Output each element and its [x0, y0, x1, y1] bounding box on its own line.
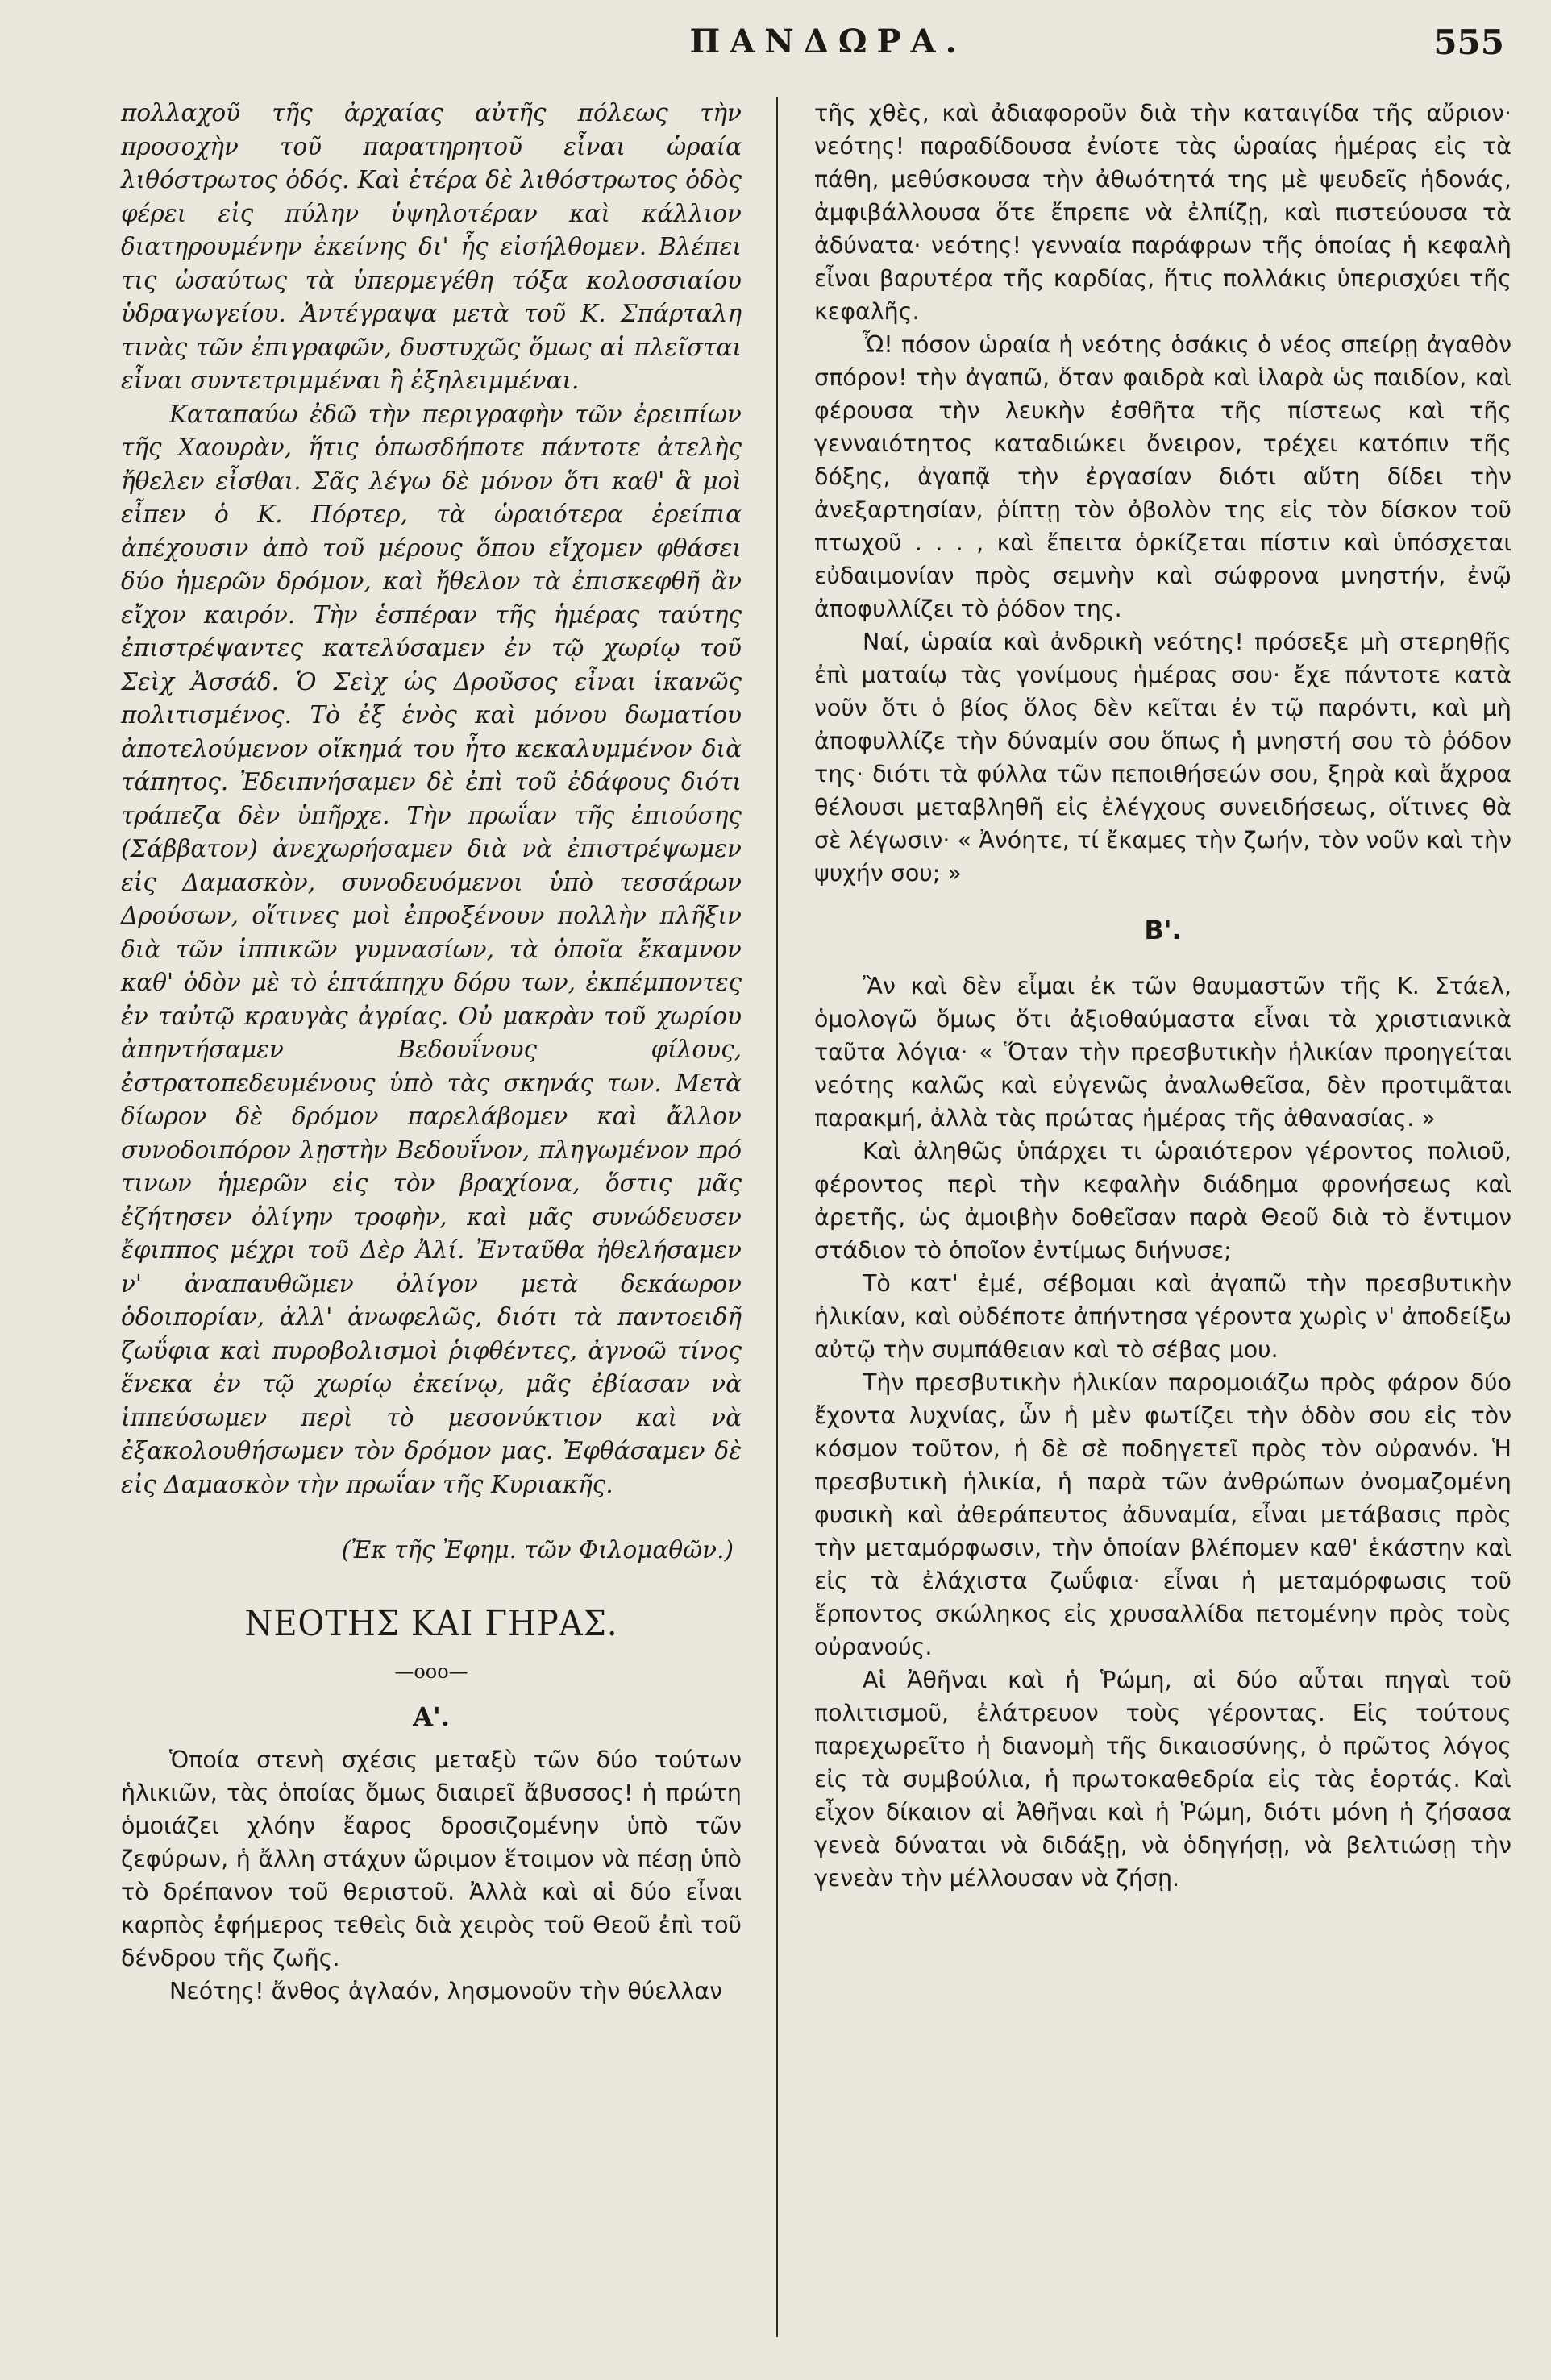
paragraph: τῆς χθὲς, καὶ ἀδιαφοροῦν διὰ τὴν καταιγίδα τῆς αὔριον· νεότης! παραδίδουσα ἐνίοτε τὰς ὡραίας ἡμέρας εἰς τὰ πάθη, μεθύσκουσα τὴν ἀθωότητά της μὲ ψευδεῖς ἡδονάς, ἀμφιβάλλουσα ὅτε ἔπρεπε νὰ ἐλπίζῃ, καὶ πιστεύουσα τὰ ἀδύνατα· νεότης! γενναία παράφρων τῆς ὁποίας ἡ κεφαλὴ εἶναι βαρυτέρα τῆς καρδίας, ἥτις πολλάκις ὑπερισχύει τῆς κεφαλῆς. [814, 100, 1511, 325]
paragraph: πολλαχοῦ τῆς ἀρχαίας αὐτῆς πόλεως τὴν προσοχὴν τοῦ παρατηρητοῦ εἶναι ὡραία λιθόστρωτος ὁδός. Καὶ ἑτέρα δὲ λιθόστρωτος ὁδὸς φέρει εἰς πύλην ὑψηλοτέραν καὶ κάλλιον διατηρουμένην ἐκείνης δι' ἧς εἰσήλθομεν. Βλέπει τις ὡσαύτως τὰ ὑπερμεγέθη τόξα κολοσσιαίου ὑδραγωγείου. Ἀντέγραψα μετὰ τοῦ Κ. Σπάρταλη τινὰς τῶν ἐπιγραφῶν, δυστυχῶς ὅμως αἱ πλεῖσται εἶναι συντετριμμέναι ἢ ἐξηλειμμέναι. [121, 99, 742, 394]
paragraph: Ὦ! πόσον ὡραία ἡ νεότης ὁσάκις ὁ νέος σπείρῃ ἀγαθὸν σπόρον! τὴν ἀγαπῶ, ὅταν φαιδρὰ καὶ ἱλαρὰ ὡς παιδίον, καὶ φέρουσα τὴν λευκὴν ἐσθῆτα τῆς πίστεως καὶ τῆς γενναιότητος καταδιώκει ὄνειρον, τρέχει κατόπιν τῆς δόξης, ἀγαπᾷ τὴν ἐργασίαν διότι αὕτη δίδει τὴν ἀνεξαρτησίαν, ῥίπτῃ τὸν ὀβολὸν της εἰς τὸν δίσκον τοῦ πτωχοῦ . . . , καὶ ἔπειτα ὁρκίζεται πίστιν καὶ ὑπόσχεται εὐδαιμονίαν πρὸς σεμνὴν καὶ σώφρονα μνηστήν, ἐνῷ ἀποφυλλίζει τὸ ῥόδον της. [814, 331, 1511, 622]
running-title: ΠΑΝΔΩΡΑ. [689, 23, 967, 60]
paragraph: Καταπαύω ἐδῶ τὴν περιγραφὴν τῶν ἐρειπίων τῆς Χαουρὰν, ἥτις ὁπωσδήποτε πάντοτε ἀτελὴς ἤθελεν εἶσθαι. Σᾶς λέγω δὲ μόνον ὅτι καθ' ἃ μοὶ εἶπεν ὁ Κ. Πόρτερ, τὰ ὡραιότερα ἐρείπια ἀπέχουσιν ἀπὸ τοῦ μέρους ὅπου εἴχομεν φθάσει δύο ἡμερῶν δρόμον, καὶ ἤθελον τὰ ἐπισκεφθῆ ἂν εἴχον καιρόν. Τὴν ἑσπέραν τῆς ἡμέρας ταύτης ἐπιστρέψαντες κατελύσαμεν ἐν τῷ χωρίῳ τοῦ Σεὶχ Ἀσσάδ. Ὁ Σεὶχ ὡς Δροῦσος εἶναι ἱκανῶς πολιτισμένος. Τὸ ἐξ ἑνὸς καὶ μόνου δωματίου ἀποτελούμενον οἴκημά του ἦτο κεκαλυμμένον διὰ τάπητος. Ἐδειπνήσαμεν δὲ ἐπὶ τοῦ ἐδάφους διότι τράπεζα δὲν ὑπῆρχε. Τὴν πρωΐαν τῆς ἐπιούσης (Σάββατον) ἀνεχωρήσαμεν διὰ νὰ ἐπιστρέψωμεν εἰς Δαμασκὸν, συνοδευόμενοι ὑπὸ τεσσάρων Δρούσων, οἵτινες μοὶ ἐπροξένουν πολλὴν πλῆξιν διὰ τῶν ἱππικῶν γυμνασίων, τὰ ὁποῖα ἔκαμνον καθ' ὁδὸν μὲ τὸ ἑπτάπηχυ δόρυ των, ἐκπέμποντες ἐν ταὐτῷ κραυγὰς ἀγρίας. Οὐ μακρὰν τοῦ χωρίου ἀπηντήσαμεν Βεδουΐνους φίλους, ἐστρατοπεδευμένους ὑπὸ τὰς σκηνάς των. Μετὰ δίωρον δὲ δρόμον παρελάβομεν καὶ ἄλλον συνοδοιπόρον λῃστὴν Βεδουΐνον, πληγωμένον πρό τινων ἡμερῶν εἰς τὸν βραχίονα, ὅστις μᾶς ἐζήτησεν ὀλίγην τροφὴν, καὶ μᾶς συνώδευσεν ἔφιππος μέχρι τοῦ Δὲρ Ἀλί. Ἐνταῦθα ἠθελήσαμεν ν' ἀναπαυθῶμεν ὀλίγον μετὰ δεκάωρον ὁδοιπορίαν, ἀλλ' ἀνωφελῶς, διότι τὰ παντοειδῆ ζωΰφια καὶ πυροβολισμοὶ ῥιφθέντες, ἀγνοῶ τίνος ἕνεκα ἐν τῷ χωρίῳ ἐκείνῳ, μᾶς ἐβίασαν νὰ ἱππεύσωμεν περὶ τὸ μεσονύκτιον καὶ νὰ ἐξακολουθήσωμεν τὸν δρόμον μας. Ἐφθάσαμεν δὲ εἰς Δαμασκὸν τὴν πρωΐαν τῆς Κυριακῆς. [121, 400, 742, 1498]
paragraph: Τὸ κατ' ἐμέ, σέβομαι καὶ ἀγαπῶ τὴν πρεσβυτικὴν ἡλικίαν, καὶ οὐδέποτε ἀπήντησα γέροντα χωρὶς ν' ἀποδείξω αὐτῷ τὴν συμπάθειαν καὶ τὸ σέβας μου. [814, 1270, 1511, 1363]
paragraph: Ἂν καὶ δὲν εἶμαι ἐκ τῶν θαυμαστῶν τῆς Κ. Στάελ, ὁμολογῶ ὅμως ὅτι ἀξιοθαύμαστα εἶναι τὰ χριστιανικὰ ταῦτα λόγια· « Ὅταν τὴν πρεσβυτικὴν ἡλικίαν προηγείται νεότης καλῶς καὶ εὐγενῶς ἀναλωθεῖσα, δὲν προτιμᾶται παρακμή, ἀλλὰ τὰς πρώτας ἡμέρας τῆς ἀθανασίας. » [814, 973, 1511, 1132]
article-title: ΝΕΟΤΗΣ ΚΑΙ ΓΗΡΑΣ. [244, 1603, 618, 1644]
right-column [814, 97, 1511, 1895]
page-number: 555 [1433, 23, 1504, 62]
paragraph: Νεότης! ἄνθος ἀγλαόν, λησμονοῦν τὴν θύελλαν [169, 1978, 723, 2004]
paragraph: Ὁποία στενὴ σχέσις μεταξὺ τῶν δύο τούτων ἡλικιῶν, τὰς ὁποίας ὅμως διαιρεῖ ἄβυσσος! ἡ πρώτη ὁμοιάζει χλόην ἔαρος δροσιζομένην ὑπὸ τῶν ζεφύρων, ἡ ἄλλη στάχυν ὥριμον ἕτοιμον νὰ πέσῃ ὑπὸ τὸ δρέπανον τοῦ θεριστοῦ. Ἀλλὰ καὶ αἱ δύο εἶναι καρπὸς ἐφήμερος τεθεὶς διὰ χειρὸς τοῦ Θεοῦ ἐπὶ τοῦ δένδρου τῆς ζωῆς. [121, 1747, 742, 1971]
section-heading-b: Β'. [1144, 915, 1182, 945]
left-column [121, 97, 742, 2008]
paragraph: Αἱ Ἀθῆναι καὶ ἡ Ῥώμη, αἱ δύο αὗται πηγαὶ τοῦ πολιτισμοῦ, ἐλάτρευον τοὺς γέροντας. Εἰς τούτους παρεχωρεῖτο ἡ διανομὴ τῆς δικαιοσύνης, ὁ πρῶτος λόγος εἰς τὰ συμβούλια, ἡ πρωτοκαθεδρία εἰς τὰς ἑορτάς. Καὶ εἶχον δίκαιον αἱ Ἀθῆναι καὶ ἡ Ῥώμη, διότι μόνη ἡ ζήσασα γενεὰ δύναται νὰ διδάξῃ, νὰ ὁδηγήσῃ, νὰ βελτιώσῃ τὴν γενεὰν τὴν μέλλουσαν νὰ ζήσῃ. [814, 1667, 1511, 1892]
column-divider [776, 97, 778, 2337]
source-citation: (Ἐκ τῆς Ἐφημ. τῶν Φιλομαθῶν.) [341, 1536, 734, 1564]
paragraph: Τὴν πρεσβυτικὴν ἡλικίαν παρομοιάζω πρὸς φάρον δύο ἔχοντα λυχνίας, ὧν ἡ μὲν φωτίζει τὴν ὁδὸν σου εἰς τὸν κόσμον τοῦτον, ἡ δὲ σὲ ποδηγετεῖ πρὸς τὸν οὐρανόν. Ἡ πρεσβυτικὴ ἡλικία, ἡ παρὰ τῶν ἀνθρώπων ὀνομαζομένη φυσικὴ καὶ ἀθεράπευτος ἀδυναμία, εἶναι μετάβασις πρὸς τὴν μεταμόρφωσιν, τὴν ὁποίαν βλέπομεν καθ' ἑκάστην καὶ εἰς τὰ ἐλάχιστα ζωΰφια· εἶναι ἡ μεταμόρφωσις τοῦ ἕρποντος σκώληκος εἰς χρυσαλλίδα πετομένην πρὸς τοὺς οὐρανούς. [814, 1369, 1511, 1660]
ornament-divider: —ooo— [394, 1660, 468, 1683]
paragraph: Ναί, ὡραία καὶ ἀνδρικὴ νεότης! πρόσεξε μὴ στερηθῇς ἐπὶ ματαίῳ τὰς γονίμους ἡμέρας σου· ἔχε πάντοτε κατὰ νοῦν ὅτι ὁ βίος ὅλος δὲν κεῖται ἐν τῷ παρόντι, καὶ μὴ ἀποφυλλίζε τὴν δύναμίν σου ὅπως ἡ μνηστή σου τὸ ῥόδον της· διότι τὰ φύλλα τῶν πεποιθήσεών σου, ξηρὰ καὶ ἄχροα θέλουσι μεταβληθῆ εἰς ἐλέγχους συνειδήσεως, οἵτινες θὰ σὲ λέγωσιν· « Ἀνόητε, τί ἔκαμες τὴν ζωήν, τὸν νοῦν καὶ τὴν ψυχήν σου; » [814, 629, 1511, 887]
paragraph: Καὶ ἀληθῶς ὑπάρχει τι ὡραιότερον γέροντος πολιοῦ, φέροντος περὶ τὴν κεφαλὴν διάδημα φρονήσεως καὶ ἀρετῆς, ὡς ἀμοιβὴν δοθεῖσαν παρὰ Θεοῦ διὰ τὸ ἔντιμον στάδιον τὸ ὁποῖον ἐντίμως διήνυσε; [814, 1138, 1511, 1264]
section-heading-a: Α'. [413, 1701, 450, 1732]
page-header [145, 23, 1511, 79]
